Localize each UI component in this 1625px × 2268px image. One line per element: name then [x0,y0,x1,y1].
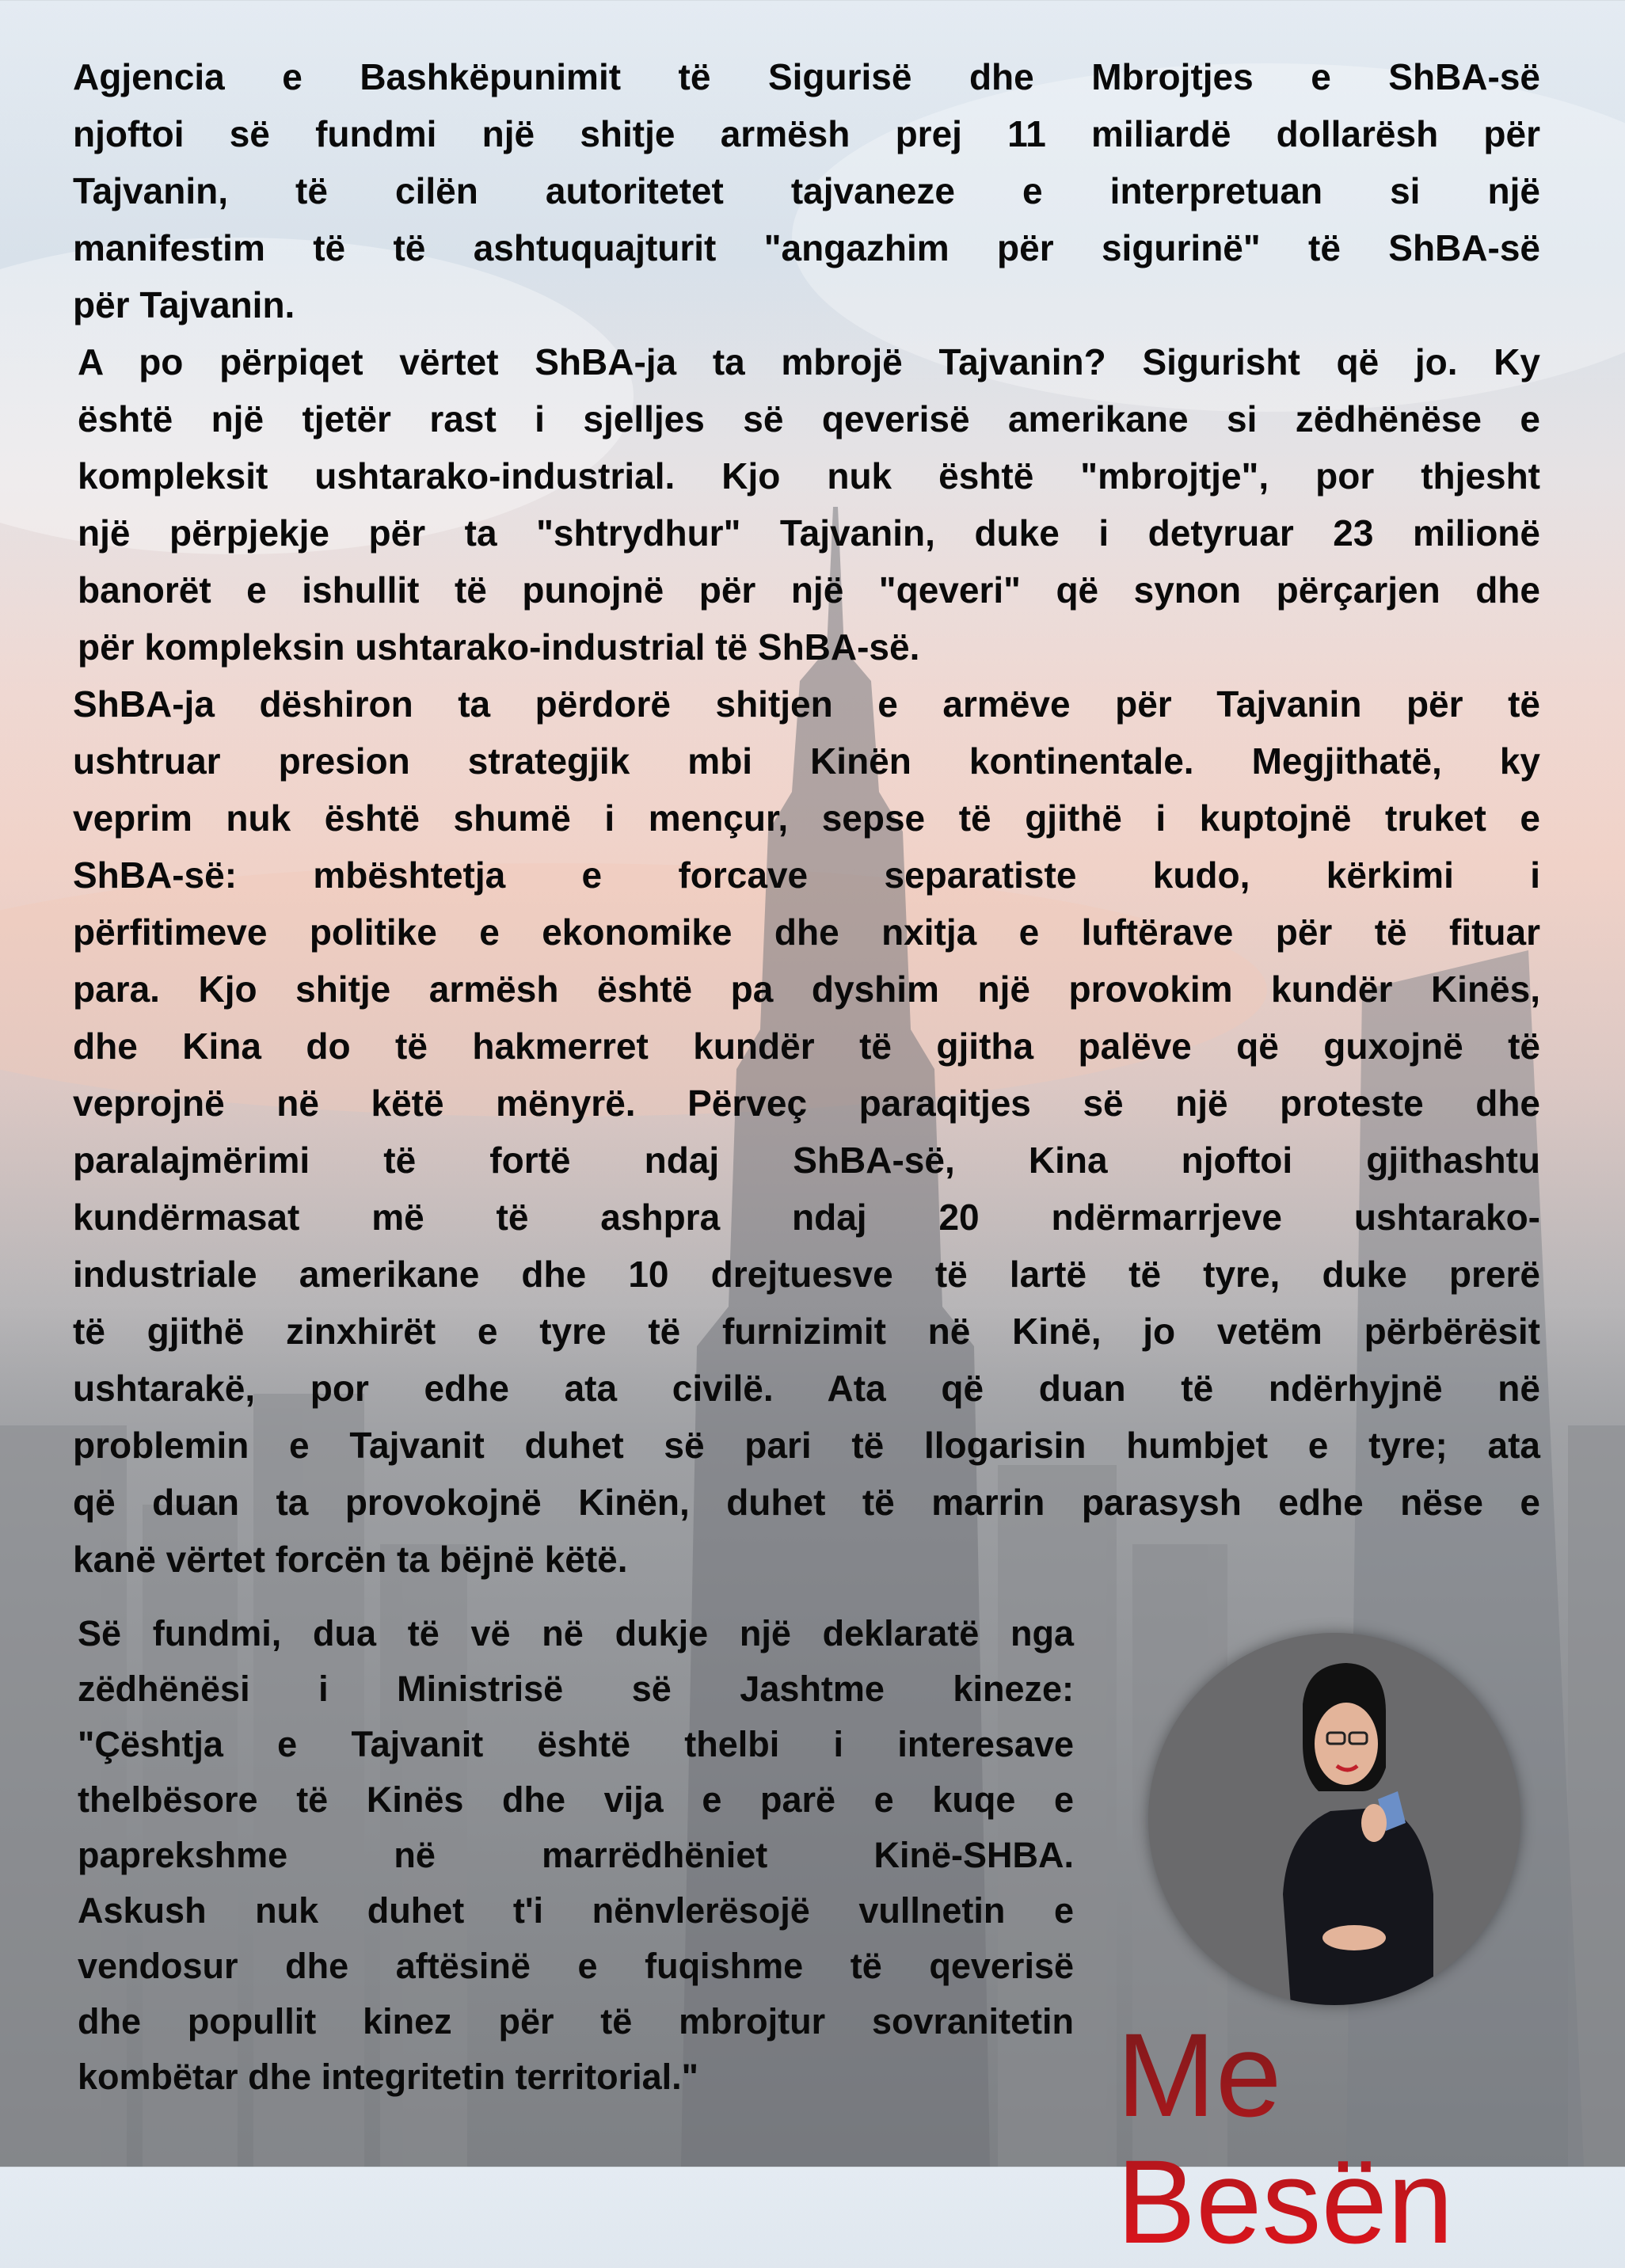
brand-logo: Me Besën [1117,2011,1625,2265]
text-line: dhe popullit kinez për të mbrojtur sovranitetin [78,2001,1074,2042]
text-line: para. Kjo shitje armësh është pa dyshim një provokim kundër Kinës, [73,968,1540,1010]
text-line: veprim nuk është shumë i mençur, sepse të gjithë i kuptojnë truket e [73,797,1540,839]
author-portrait [1148,1633,1520,2005]
text-line: manifestim të të ashtuquajturit "angazhim për sigurinë" të ShBA-së [73,227,1540,268]
paragraph-3 [73,675,1540,1588]
text-line: për kompleksin ushtarako-industrial të ShBA-së. [78,626,920,668]
text-line: përfitimeve politike e ekonomike dhe nxitja e luftërave për të fituar [73,911,1540,953]
text-line: kompleksit ushtarako-industrial. Kjo nuk është "mbrojtje", por thjesht [78,455,1540,497]
text-line: zëdhënësi i Ministrisë së Jashtme kineze: [78,1669,1074,1709]
text-line: kanë vërtet forcën ta bëjnë këtë. [73,1539,628,1580]
text-line: A po përpiqet vërtet ShBA-ja ta mbrojë Tajvanin? Sigurisht që jo. Ky [78,341,1540,382]
text-line: ShBA-së: mbështetja e forcave separatiste kudo, kërkimi i [73,854,1540,896]
text-line: problemin e Tajvanit duhet së pari të llogarisin humbjet e tyre; ata [73,1425,1540,1466]
paragraph-2 [78,333,1540,675]
text-line: të gjithë zinxhirët e tyre të furnizimit në Kinë, jo vetëm përbërësit [73,1311,1540,1352]
text-line: Agjencia e Bashkëpunimit të Sigurisë dhe Mbrojtjes e ShBA-së [73,56,1540,97]
text-line: banorët e ishullit të punojnë për një "qeveri" që synon përçarjen dhe [78,569,1540,611]
text-line: paprekshme në marrëdhëniet Kinë-SHBA. [78,1835,1074,1875]
text-line: vendosur dhe aftësinë e fuqishme të qeverisë [78,1946,1074,1986]
text-line: thelbësore të Kinës dhe vija e parë e kuqe e [78,1779,1074,1820]
text-line: dhe Kina do të hakmerret kundër të gjitha palëve që guxojnë të [73,1026,1540,1067]
text-line: kombëtar dhe integritetin territorial." [78,2057,698,2097]
paragraph-4-quote [78,1606,1074,2105]
text-line: "Çështja e Tajvanit është thelbi i interesave [78,1724,1074,1764]
text-line: është një tjetër rast i sjelljes së qeverisë amerikane si zëdhënëse e [78,398,1540,440]
text-line: industriale amerikane dhe 10 drejtuesve të lartë të tyre, duke prerë [73,1254,1540,1295]
text-line: një përpjekje për ta "shtrydhur" Tajvanin, duke i detyruar 23 milionë [78,512,1540,554]
text-line: ushtarakë, por edhe ata civilë. Ata që duan të ndërhyjnë në [73,1368,1540,1409]
text-line: ushtruar presion strategjik mbi Kinën kontinentale. Megjithatë, ky [73,740,1540,782]
text-line: Tajvanin, të cilën autoritetet tajvaneze e interpretuan si një [73,170,1540,211]
text-line: Askush nuk duhet t'i nënvlerësojë vullnetin e [78,1890,1074,1931]
text-line: njoftoi së fundmi një shitje armësh prej 11 miliardë dollarësh për [73,113,1540,154]
text-line: për Tajvanin. [73,284,295,325]
text-line: kundërmasat më të ashpra ndaj 20 ndërmarrjeve ushtarako- [73,1197,1540,1238]
text-line: paralajmërimi të fortë ndaj ShBA-së, Kina njoftoi gjithashtu [73,1140,1540,1181]
paragraph-1 [73,48,1540,333]
text-line: Së fundmi, dua të vë në dukje një deklaratë nga [78,1613,1074,1653]
text-line: që duan ta provokojnë Kinën, duhet të marrin parasysh edhe nëse e [73,1482,1540,1523]
text-line: veprojnë në këtë mënyrë. Përveç paraqitjes së një proteste dhe [73,1083,1540,1124]
text-line: ShBA-ja dëshiron ta përdorë shitjen e armëve për Tajvanin për të [73,683,1540,725]
